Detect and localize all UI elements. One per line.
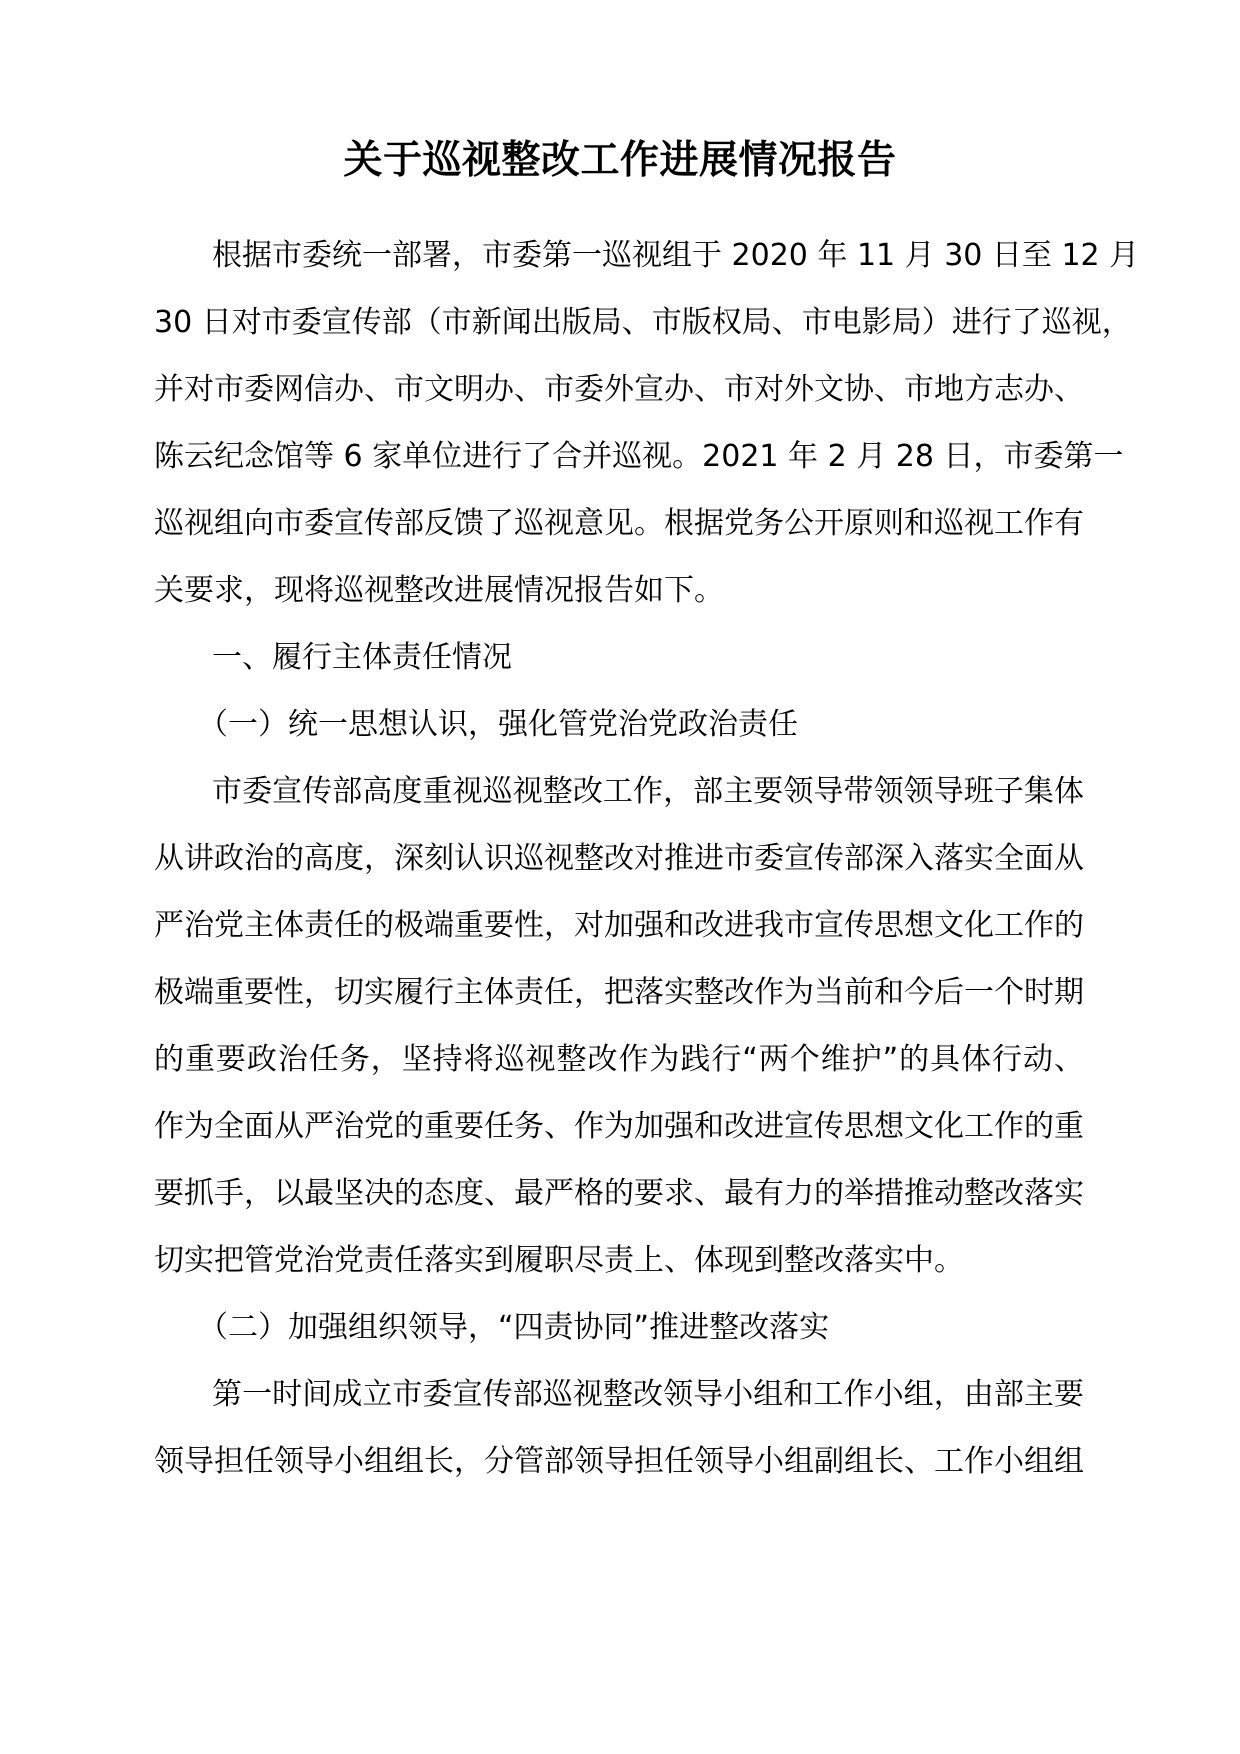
paragraph-line: 领导担任领导小组组长，分管部领导担任领导小组副组长、工作小组组 <box>154 1444 1084 1479</box>
paragraph-line: 关要求，现将巡视整改进展情况报告如下。 <box>154 573 724 608</box>
paragraph-line: 巡视组向市委宣传部反馈了巡视意见。根据党务公开原则和巡视工作有 <box>154 506 1084 541</box>
paragraph-line: 严治党主体责任的极端重要性，对加强和改进我市宣传思想文化工作的 <box>154 908 1084 943</box>
document-title: 关于巡视整改工作进展情况报告 <box>343 138 897 183</box>
paragraph-line: 从讲政治的高度，深刻认识巡视整改对推进市委宣传部深入落实全面从 <box>154 841 1084 876</box>
subsection-heading: （二）加强组织领导，“四责协同”推进整改落实 <box>198 1310 830 1345</box>
paragraph-line: 的重要政治任务，坚持将巡视整改作为践行“两个维护”的具体行动、 <box>154 1042 1084 1077</box>
paragraph-line: 并对市委网信办、市文明办、市委外宣办、市对外文协、市地方志办、 <box>154 372 1084 407</box>
paragraph-line: 要抓手，以最坚决的态度、最严格的要求、最有力的举措推动整改落实 <box>154 1176 1084 1211</box>
paragraph-line: 陈云纪念馆等 6 家单位进行了合并巡视。2021 年 2 月 28 日，市委第一 <box>154 439 1124 474</box>
paragraph-line: 作为全面从严治党的重要任务、作为加强和改进宣传思想文化工作的重 <box>154 1109 1084 1144</box>
paragraph-line: 极端重要性，切实履行主体责任，把落实整改作为当前和今后一个时期 <box>154 975 1084 1010</box>
subsection-heading: （一）统一思想认识，强化管党治党政治责任 <box>198 707 798 742</box>
paragraph-line: 30 日对市委宣传部（市新闻出版局、市版权局、市电影局）进行了巡视， <box>154 305 1132 340</box>
paragraph-line: 第一时间成立市委宣传部巡视整改领导小组和工作小组，由部主要 <box>212 1377 1084 1412</box>
paragraph-line: 根据市委统一部署，市委第一巡视组于 2020 年 11 月 30 日至 12 月 <box>212 238 1140 273</box>
section-heading: 一、履行主体责任情况 <box>212 640 512 675</box>
paragraph-line: 切实把管党治党责任落实到履职尽责上、体现到整改落实中。 <box>154 1243 964 1278</box>
paragraph-line: 市委宣传部高度重视巡视整改工作，部主要领导带领领导班子集体 <box>212 774 1084 809</box>
